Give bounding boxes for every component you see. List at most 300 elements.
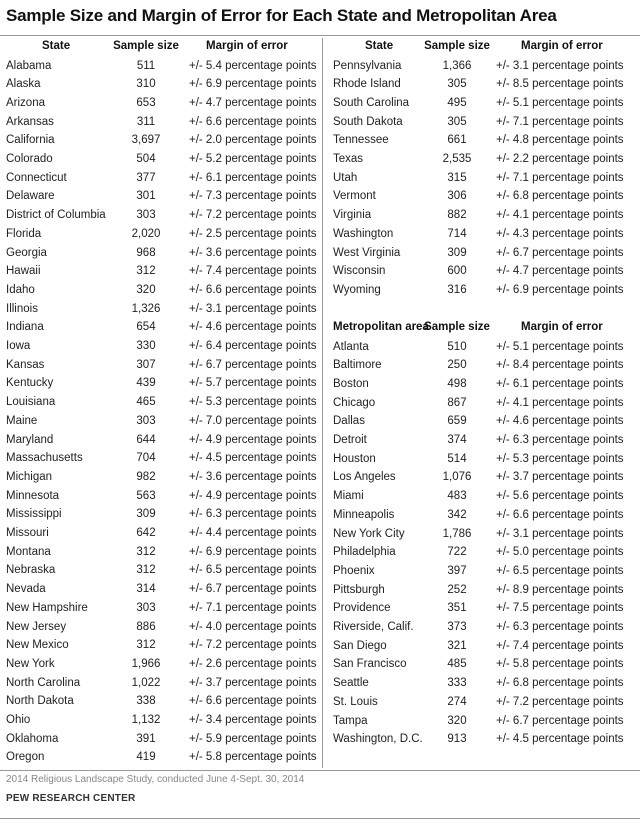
table-row — [6, 374, 317, 393]
row-name: Wisconsin — [333, 265, 386, 278]
column-divider — [322, 38, 323, 768]
row-name: Kansas — [6, 358, 45, 371]
row-sample-size: 252 — [447, 583, 467, 596]
row-name: Maine — [6, 414, 38, 427]
row-margin-of-error: +/- 6.3 percentage points — [189, 508, 317, 521]
row-margin-of-error: +/- 7.1 percentage points — [189, 601, 317, 614]
row-sample-size: 374 — [447, 434, 467, 446]
table-row — [333, 375, 633, 394]
table-row — [333, 131, 633, 150]
row-margin-of-error: +/- 4.6 percentage points — [189, 321, 317, 334]
row-margin-of-error: +/- 6.7 percentage points — [496, 714, 624, 727]
row-sample-size: 377 — [136, 171, 156, 184]
table-row — [6, 337, 317, 356]
row-name: San Diego — [333, 639, 387, 652]
table-row — [333, 412, 633, 431]
row-margin-of-error: +/- 5.3 percentage points — [189, 396, 317, 409]
row-name: Utah — [333, 171, 358, 184]
table-row — [333, 244, 633, 263]
row-name: Washington — [333, 227, 394, 240]
row-name: San Francisco — [333, 658, 407, 671]
row-sample-size: 659 — [447, 415, 467, 428]
row-name: New Hampshire — [6, 601, 88, 614]
table-row — [6, 281, 317, 300]
row-sample-size: 704 — [136, 452, 156, 465]
row-margin-of-error: +/- 6.4 percentage points — [189, 340, 317, 352]
row-margin-of-error: +/- 2.6 percentage points — [189, 657, 317, 670]
row-name: North Carolina — [6, 676, 81, 689]
table-row — [6, 730, 317, 749]
row-sample-size: 303 — [136, 414, 156, 427]
footer-rule — [0, 770, 640, 771]
row-sample-size: 1,786 — [442, 527, 472, 540]
row-margin-of-error: +/- 3.6 percentage points — [189, 470, 317, 483]
table-row — [333, 674, 633, 693]
bottom-rule — [0, 818, 640, 819]
row-sample-size: 3,697 — [131, 134, 161, 147]
row-margin-of-error: +/- 4.5 percentage points — [189, 452, 317, 465]
row-name: Arkansas — [6, 115, 54, 128]
top-rule — [0, 35, 640, 36]
row-margin-of-error: +/- 6.6 percentage points — [496, 508, 624, 521]
row-margin-of-error: +/- 4.7 percentage points — [189, 96, 317, 109]
row-sample-size: 1,076 — [442, 471, 472, 484]
row-sample-size: 309 — [136, 508, 156, 521]
row-name: New York — [6, 657, 55, 670]
row-name: New Jersey — [6, 620, 67, 633]
row-name: Chicago — [333, 396, 376, 409]
row-name: Texas — [333, 153, 364, 165]
row-name: Philadelphia — [333, 546, 396, 559]
row-sample-size: 968 — [136, 246, 156, 259]
row-margin-of-error: +/- 4.7 percentage points — [496, 265, 624, 278]
row-name: District of Columbia — [6, 209, 106, 222]
column-header-margin-of-error: Margin of error — [206, 40, 288, 52]
row-margin-of-error: +/- 4.8 percentage points — [496, 134, 624, 147]
row-margin-of-error: +/- 5.1 percentage points — [496, 96, 624, 109]
table-row — [6, 636, 317, 655]
row-margin-of-error: +/- 3.1 percentage points — [189, 302, 317, 315]
table-row — [6, 487, 317, 506]
row-margin-of-error: +/- 5.0 percentage points — [496, 546, 624, 559]
row-sample-size: 1,326 — [131, 302, 161, 315]
row-name: Providence — [333, 602, 391, 615]
table-row — [333, 338, 633, 357]
row-sample-size: 722 — [447, 546, 467, 559]
table-row — [333, 225, 633, 244]
row-sample-size: 351 — [447, 602, 467, 615]
row-sample-size: 661 — [447, 134, 467, 147]
table-row — [6, 262, 317, 281]
row-name: Boston — [333, 377, 369, 390]
row-name: New Mexico — [6, 639, 69, 652]
row-name: Missouri — [6, 527, 49, 539]
column-header-name: State — [365, 40, 394, 52]
row-name: Nebraska — [6, 564, 56, 577]
row-sample-size: 305 — [447, 78, 467, 91]
row-sample-size: 504 — [136, 153, 156, 165]
row-margin-of-error: +/- 6.1 percentage points — [189, 171, 317, 184]
row-name: Minnesota — [6, 489, 60, 502]
row-margin-of-error: +/- 6.3 percentage points — [496, 621, 624, 633]
row-sample-size: 1,366 — [442, 59, 472, 72]
table-row — [333, 281, 633, 300]
row-sample-size: 397 — [447, 564, 467, 577]
row-name: Atlanta — [333, 340, 369, 353]
row-name: Rhode Island — [333, 78, 401, 91]
row-margin-of-error: +/- 5.6 percentage points — [496, 490, 624, 503]
table-row — [6, 57, 317, 76]
row-sample-size: 320 — [447, 714, 467, 727]
row-sample-size: 1,022 — [131, 676, 161, 689]
row-margin-of-error: +/- 6.3 percentage points — [496, 434, 624, 446]
table-row — [6, 711, 317, 730]
table-row — [6, 674, 317, 693]
table-row — [6, 131, 317, 150]
table-row — [333, 450, 633, 469]
row-margin-of-error: +/- 7.1 percentage points — [496, 115, 624, 128]
row-margin-of-error: +/- 8.4 percentage points — [496, 359, 624, 372]
row-name: Detroit — [333, 434, 367, 446]
row-sample-size: 338 — [136, 695, 156, 708]
table-row — [333, 431, 633, 450]
table-row — [333, 356, 633, 375]
row-margin-of-error: +/- 6.6 percentage points — [189, 115, 317, 128]
table-row — [6, 356, 317, 375]
row-margin-of-error: +/- 6.9 percentage points — [496, 283, 624, 296]
table-row — [333, 94, 633, 113]
row-name: Tennessee — [333, 134, 389, 147]
table-row — [6, 505, 317, 524]
table-row — [333, 712, 633, 731]
row-sample-size: 714 — [447, 227, 467, 240]
table-row — [6, 113, 317, 132]
table-row — [6, 318, 317, 337]
row-name: Indiana — [6, 321, 44, 334]
row-name: Georgia — [6, 246, 47, 259]
row-sample-size: 510 — [447, 340, 467, 353]
row-margin-of-error: +/- 3.7 percentage points — [496, 471, 624, 484]
row-name: Vermont — [333, 190, 376, 203]
row-sample-size: 321 — [447, 639, 467, 652]
row-sample-size: 312 — [136, 545, 156, 558]
row-margin-of-error: +/- 7.3 percentage points — [189, 190, 317, 203]
row-sample-size: 316 — [447, 283, 467, 296]
row-name: Iowa — [6, 340, 31, 352]
row-sample-size: 373 — [447, 621, 467, 633]
row-sample-size: 305 — [447, 115, 467, 128]
table-row — [6, 431, 317, 450]
row-name: Connecticut — [6, 171, 67, 184]
row-name: West Virginia — [333, 246, 401, 259]
table-row — [333, 618, 633, 637]
row-name: St. Louis — [333, 695, 378, 708]
column-header-name: State — [42, 40, 71, 52]
row-sample-size: 600 — [447, 265, 467, 278]
row-sample-size: 419 — [136, 751, 156, 764]
row-sample-size: 274 — [447, 695, 467, 708]
row-name: Mississippi — [6, 508, 62, 521]
row-name: Phoenix — [333, 564, 375, 577]
row-sample-size: 465 — [136, 396, 156, 409]
table-row — [333, 655, 633, 674]
row-sample-size: 311 — [136, 115, 156, 128]
table-row — [6, 599, 317, 618]
row-name: Los Angeles — [333, 471, 396, 484]
table-row — [333, 206, 633, 225]
table-row — [333, 75, 633, 94]
row-name: Nevada — [6, 583, 46, 596]
row-margin-of-error: +/- 5.8 percentage points — [189, 751, 317, 764]
row-name: South Dakota — [333, 115, 403, 128]
row-sample-size: 312 — [136, 564, 156, 577]
row-name: Michigan — [6, 470, 53, 483]
table-row — [6, 75, 317, 94]
table-row — [6, 618, 317, 637]
page-title: Sample Size and Margin of Error for Each State and Metropolitan Area — [6, 6, 557, 25]
row-margin-of-error: +/- 6.7 percentage points — [189, 358, 317, 371]
row-sample-size: 312 — [136, 639, 156, 652]
table-row — [6, 169, 317, 188]
row-margin-of-error: +/- 5.8 percentage points — [496, 658, 624, 671]
table-row — [6, 449, 317, 468]
row-margin-of-error: +/- 3.7 percentage points — [189, 676, 317, 689]
row-sample-size: 333 — [447, 677, 467, 690]
table-row — [333, 581, 633, 600]
row-name: Pennsylvania — [333, 59, 402, 72]
row-margin-of-error: +/- 5.2 percentage points — [189, 153, 317, 165]
row-margin-of-error: +/- 6.8 percentage points — [496, 190, 624, 203]
row-margin-of-error: +/- 5.4 percentage points — [189, 59, 317, 72]
column-header-sample-size: Sample size — [424, 40, 490, 52]
row-sample-size: 1,132 — [131, 714, 161, 726]
table-row — [333, 543, 633, 562]
row-name: Illinois — [6, 302, 38, 315]
row-sample-size: 309 — [447, 246, 467, 259]
row-margin-of-error: +/- 7.4 percentage points — [189, 265, 317, 278]
row-margin-of-error: +/- 8.5 percentage points — [496, 78, 624, 91]
row-name: Tampa — [333, 714, 368, 727]
table-row — [333, 506, 633, 525]
table-row — [333, 525, 633, 544]
row-margin-of-error: +/- 8.9 percentage points — [496, 583, 624, 596]
table-row — [333, 150, 633, 169]
column-header-sample-size: Sample size — [113, 40, 179, 52]
row-margin-of-error: +/- 6.9 percentage points — [189, 545, 317, 558]
row-margin-of-error: +/- 6.5 percentage points — [189, 564, 317, 577]
row-sample-size: 485 — [447, 658, 467, 671]
row-margin-of-error: +/- 6.5 percentage points — [496, 564, 624, 577]
row-sample-size: 314 — [136, 583, 156, 596]
row-sample-size: 391 — [136, 732, 156, 745]
row-margin-of-error: +/- 6.7 percentage points — [496, 246, 624, 259]
row-name: Houston — [333, 452, 376, 465]
row-margin-of-error: +/- 7.2 percentage points — [189, 639, 317, 652]
row-sample-size: 310 — [136, 78, 156, 91]
table-row — [333, 637, 633, 656]
row-name: Louisiana — [6, 396, 56, 409]
table-row — [6, 412, 317, 431]
column-header-sample-size: Sample size — [424, 321, 490, 333]
row-sample-size: 886 — [136, 620, 156, 633]
row-name: Virginia — [333, 209, 372, 222]
table-row — [333, 562, 633, 581]
row-sample-size: 303 — [136, 601, 156, 614]
row-sample-size: 642 — [136, 527, 156, 539]
table-row — [6, 150, 317, 169]
row-name: South Carolina — [333, 96, 410, 109]
table-row — [6, 524, 317, 543]
row-margin-of-error: +/- 4.6 percentage points — [496, 415, 624, 428]
row-name: Kentucky — [6, 377, 54, 390]
row-name: Wyoming — [333, 283, 381, 296]
row-margin-of-error: +/- 6.9 percentage points — [189, 78, 317, 91]
row-sample-size: 563 — [136, 489, 156, 502]
table-row — [6, 206, 317, 225]
table-row — [6, 94, 317, 113]
row-margin-of-error: +/- 3.6 percentage points — [189, 246, 317, 259]
row-margin-of-error: +/- 4.1 percentage points — [496, 209, 624, 222]
row-sample-size: 867 — [447, 396, 467, 409]
table-row — [333, 262, 633, 281]
row-name: California — [6, 134, 55, 147]
column-header-name: Metropolitan area — [333, 321, 429, 333]
table-row — [333, 487, 633, 506]
row-sample-size: 330 — [136, 340, 156, 352]
table-row — [333, 693, 633, 712]
row-name: Riverside, Calif. — [333, 621, 414, 633]
row-sample-size: 644 — [136, 433, 156, 446]
table-row — [6, 187, 317, 206]
row-sample-size: 250 — [447, 359, 467, 372]
row-name: Florida — [6, 227, 42, 240]
table-row — [333, 57, 633, 76]
row-margin-of-error: +/- 6.7 percentage points — [189, 583, 317, 596]
table-row — [6, 692, 317, 711]
row-margin-of-error: +/- 4.3 percentage points — [496, 227, 624, 240]
row-name: Miami — [333, 490, 364, 503]
table-row — [6, 580, 317, 599]
row-margin-of-error: +/- 5.7 percentage points — [189, 377, 317, 390]
row-sample-size: 511 — [136, 59, 156, 72]
row-sample-size: 982 — [136, 470, 156, 483]
footnote: 2014 Religious Landscape Study, conducted June 4-Sept. 30, 2014 — [6, 774, 305, 785]
row-margin-of-error: +/- 4.5 percentage points — [496, 733, 624, 746]
row-name: Arizona — [6, 96, 45, 109]
row-sample-size: 882 — [447, 209, 467, 222]
table-row — [333, 468, 633, 487]
row-margin-of-error: +/- 6.6 percentage points — [189, 695, 317, 708]
row-name: Minneapolis — [333, 508, 395, 521]
source-label: PEW RESEARCH CENTER — [6, 793, 136, 804]
row-sample-size: 1,966 — [131, 657, 161, 670]
row-sample-size: 301 — [136, 190, 156, 203]
row-margin-of-error: +/- 7.5 percentage points — [496, 602, 624, 615]
column-header-margin-of-error: Margin of error — [521, 40, 603, 52]
row-margin-of-error: +/- 6.1 percentage points — [496, 377, 624, 390]
row-margin-of-error: +/- 2.0 percentage points — [189, 134, 317, 147]
row-name: New York City — [333, 527, 405, 540]
row-sample-size: 498 — [447, 377, 467, 390]
row-sample-size: 2,020 — [131, 227, 161, 240]
row-name: Baltimore — [333, 359, 382, 372]
row-margin-of-error: +/- 7.2 percentage points — [496, 695, 624, 708]
row-sample-size: 913 — [447, 733, 467, 746]
row-name: Pittsburgh — [333, 583, 385, 596]
row-sample-size: 315 — [447, 171, 467, 184]
row-margin-of-error: +/- 4.9 percentage points — [189, 433, 317, 446]
row-name: Dallas — [333, 415, 365, 428]
row-name: Oregon — [6, 751, 45, 764]
row-sample-size: 514 — [447, 452, 467, 465]
row-name: Colorado — [6, 153, 53, 165]
table-row — [6, 543, 317, 562]
row-margin-of-error: +/- 4.0 percentage points — [189, 620, 317, 633]
row-name: Washington, D.C. — [333, 733, 423, 746]
row-name: Delaware — [6, 190, 55, 203]
row-margin-of-error: +/- 3.1 percentage points — [496, 59, 624, 72]
table-row — [333, 169, 633, 188]
row-name: Massachusetts — [6, 452, 83, 465]
row-margin-of-error: +/- 5.3 percentage points — [496, 452, 624, 465]
row-margin-of-error: +/- 5.1 percentage points — [496, 340, 624, 353]
row-margin-of-error: +/- 6.6 percentage points — [189, 283, 317, 296]
row-sample-size: 307 — [136, 358, 156, 371]
row-margin-of-error: +/- 6.8 percentage points — [496, 677, 624, 690]
table-row — [6, 748, 317, 767]
table-row — [6, 561, 317, 580]
row-sample-size: 342 — [447, 508, 467, 521]
row-name: Alabama — [6, 59, 52, 72]
row-margin-of-error: +/- 7.4 percentage points — [496, 639, 624, 652]
table-row — [6, 300, 317, 319]
row-margin-of-error: +/- 7.2 percentage points — [189, 209, 317, 222]
row-sample-size: 2,535 — [442, 153, 472, 165]
row-name: Maryland — [6, 433, 54, 446]
row-margin-of-error: +/- 5.9 percentage points — [189, 732, 317, 745]
row-sample-size: 312 — [136, 265, 156, 278]
row-margin-of-error: +/- 3.1 percentage points — [496, 527, 624, 540]
table-row — [333, 599, 633, 618]
row-name: North Dakota — [6, 695, 74, 708]
table-row — [333, 187, 633, 206]
row-name: Seattle — [333, 677, 369, 690]
row-sample-size: 654 — [136, 321, 156, 334]
row-name: Oklahoma — [6, 732, 59, 745]
table-row — [6, 244, 317, 263]
row-sample-size: 495 — [447, 96, 467, 109]
table-row — [6, 655, 317, 674]
row-margin-of-error: +/- 4.9 percentage points — [189, 489, 317, 502]
row-sample-size: 303 — [136, 209, 156, 222]
table-row — [6, 225, 317, 244]
table-row — [333, 113, 633, 132]
row-sample-size: 320 — [136, 283, 156, 296]
row-margin-of-error: +/- 7.0 percentage points — [189, 414, 317, 427]
row-name: Hawaii — [6, 265, 41, 278]
row-sample-size: 306 — [447, 190, 467, 203]
row-sample-size: 439 — [136, 377, 156, 390]
row-name: Ohio — [6, 714, 31, 726]
row-margin-of-error: +/- 3.4 percentage points — [189, 714, 317, 726]
row-sample-size: 483 — [447, 490, 467, 503]
row-margin-of-error: +/- 2.5 percentage points — [189, 227, 317, 240]
table-row — [6, 468, 317, 487]
row-sample-size: 653 — [136, 96, 156, 109]
row-margin-of-error: +/- 2.2 percentage points — [496, 153, 624, 165]
table-row — [6, 393, 317, 412]
table-row — [333, 394, 633, 413]
